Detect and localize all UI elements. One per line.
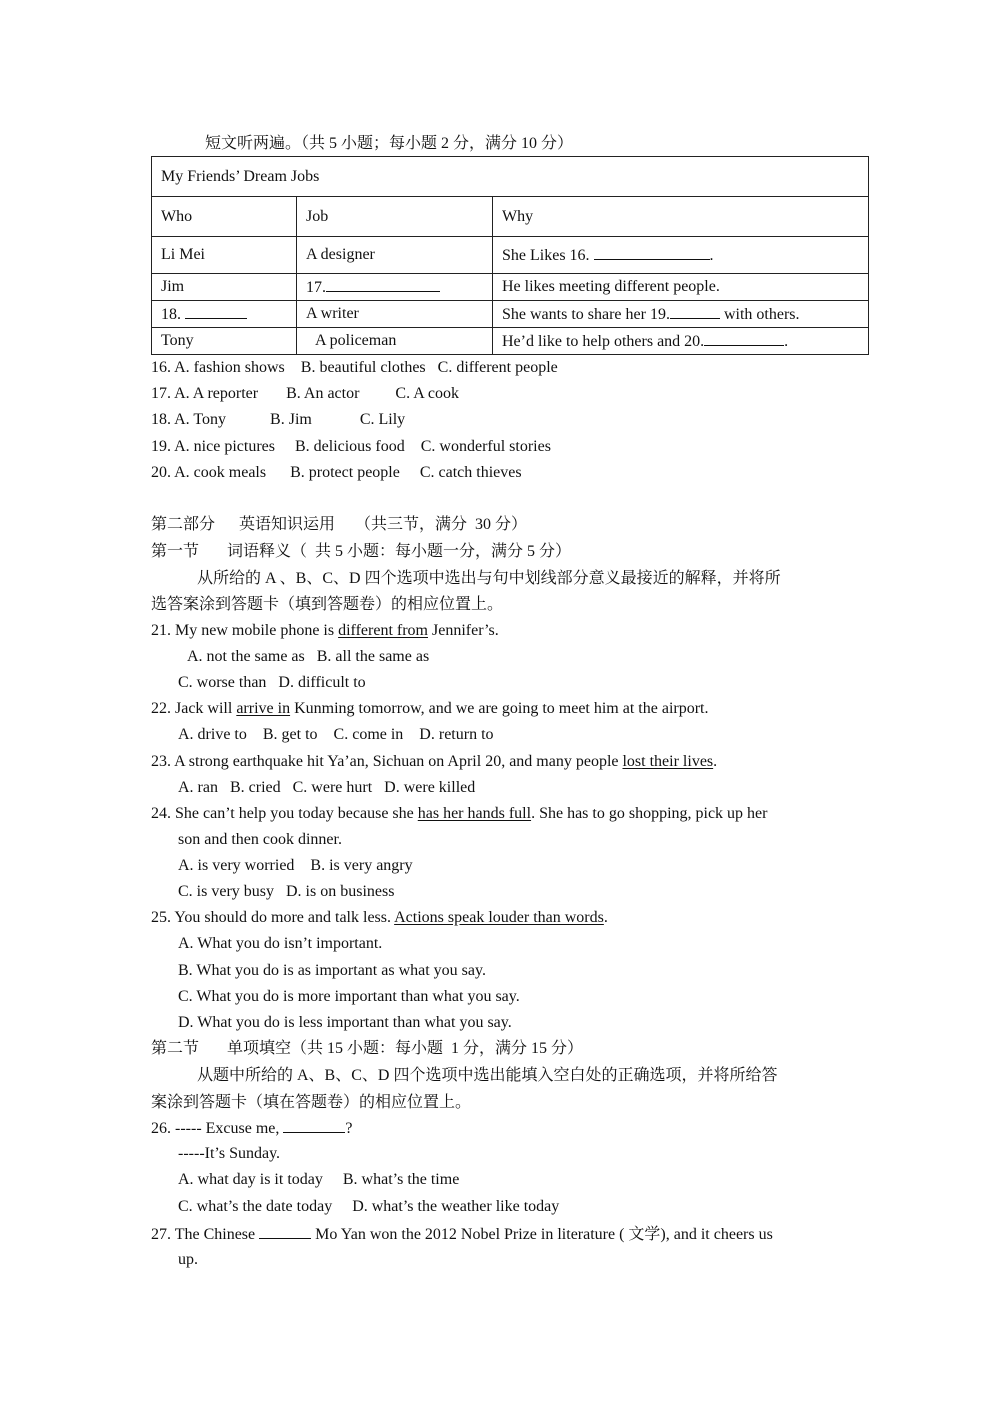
cell-job [297,274,493,301]
question-text: Kunming tomorrow, and we are going to meet him at the airport. [290,700,709,717]
section1-instructions: 从所给的 A 、B、C、D 四个选项中选出与句中划线部分意义最接近的解释，并将所 [197,570,781,587]
question-26-options-cd: C. what’s the date today D. what’s the weather like today [178,1198,560,1215]
question-26-options-ab: A. what day is it today B. what’s the time [178,1171,460,1188]
cell-who [152,301,297,328]
table-header-row [152,197,869,237]
table-row [152,274,869,301]
cell-who: Tony [152,328,297,355]
cell-job: A writer [297,301,493,328]
question-text: 22. Jack will [151,700,237,717]
cell-why [493,301,869,328]
cell-who: Li Mei [152,237,297,274]
question-25-option-c: C. What you do is more important than what you say. [178,988,520,1005]
question-27 [151,1224,773,1245]
question-text: Mo Yan won the 2012 Nobel Prize in literature ( 文学), and it cheers us [311,1226,773,1243]
cell-why [493,237,869,274]
table-title: My Friends’ Dream Jobs [152,157,869,197]
dream-jobs-table [151,156,869,355]
answer-blank-16[interactable] [594,245,710,260]
question-24-options-ab: A. is very worried B. is very angry [178,857,413,874]
table-title-row [152,157,869,197]
why-text: He’d like to help others and 20. [502,333,705,350]
question-text: ? [345,1120,353,1137]
question-text: 25. You should do more and talk less. [151,909,395,926]
question-24-continued: son and then cook dinner. [178,831,342,848]
question-text: . [713,753,718,770]
why-text: She wants to share her 19. [502,306,670,323]
why-tail: . [784,333,789,350]
question-16: 16. A. fashion shows B. beautiful clothes C. different people [151,359,558,376]
answer-blank-27[interactable] [259,1224,311,1239]
question-text: . [603,909,608,926]
answer-blank-26[interactable] [283,1118,345,1133]
question-25-option-d: D. What you do is less important than what you say. [178,1014,512,1031]
question-22-options: A. drive to B. get to C. come in D. return to [178,726,494,743]
question-25 [151,908,608,928]
question-23 [151,752,717,772]
question-text: 24. She can’t help you today because she [151,805,418,822]
why-text: She Likes 16. [502,247,594,264]
question-24-options-cd: C. is very busy D. is on business [178,883,395,900]
question-25-option-a: A. What you do isn’t important. [178,935,383,952]
cell-why: He likes meeting different people. [493,274,869,301]
cell-who: Jim [152,274,297,301]
underlined-phrase: different from [338,622,428,639]
table-row [152,328,869,355]
question-text: Jennifer’s. [427,622,499,639]
section2-instructions: 从题中所给的 A、B、C、D 四个选项中选出能填入空白处的正确选项，并将所给答 [197,1067,778,1084]
question-23-options: A. ran B. cried C. were hurt D. were killed [178,779,476,796]
why-tail: . [709,247,714,264]
cell-job: A policeman [297,328,493,355]
underlined-phrase: lost their lives [622,753,714,770]
section1-instructions-cont: 选答案涂到答题卡（填到答题卷）的相应位置上。 [151,596,504,613]
cell-job: A designer [297,237,493,274]
answer-blank-19[interactable] [670,304,720,319]
question-25-option-b: B. What you do is as important as what you say. [178,962,486,979]
question-18: 18. A. Tony B. Jim C. Lily [151,411,406,428]
question-21-options-cd: C. worse than D. difficult to [178,674,366,691]
answer-blank-18[interactable] [185,304,247,319]
answer-blank-20[interactable] [704,331,784,346]
section2-title: 第二节 单项填空（共 15 小题：每小题 1 分，满分 15 分） [151,1040,584,1057]
question-text: 21. My new mobile phone is [151,622,339,639]
question-26-reply: -----It’s Sunday. [178,1145,281,1162]
header-why: Why [493,197,869,237]
question-21-options-ab: A. not the same as B. all the same as [187,648,430,665]
question-27-continued: up. [178,1251,198,1268]
underlined-phrase: arrive in [236,700,291,717]
who-number: 18. [161,306,185,323]
section2-instructions-cont: 案涂到答题卡（填在答题卷）的相应位置上。 [151,1094,472,1111]
table-row [152,237,869,274]
listening-instructions: 短文听两遍。（共 5 小题；每小题 2 分，满分 10 分） [205,135,574,152]
question-text: 26. ----- Excuse me, [151,1120,284,1137]
question-19: 19. A. nice pictures B. delicious food C. wonderful stories [151,438,551,455]
question-20: 20. A. cook meals B. protect people C. catch thieves [151,464,522,481]
section1-title: 第一节 词语释义（ 共 5 小题：每小题一分，满分 5 分） [151,543,572,560]
question-text: 27. The Chinese [151,1226,260,1243]
header-job: Job [297,197,493,237]
question-text: 23. A strong earthquake hit Ya’an, Sichuan on April 20, and many people [151,753,623,770]
underlined-phrase: has her hands full [417,805,532,822]
table-row [152,301,869,328]
question-24 [151,804,767,824]
question-26 [151,1118,353,1139]
question-22 [151,699,709,719]
why-tail: with others. [719,306,800,323]
cell-why [493,328,869,355]
underlined-phrase: Actions speak louder than words [394,909,604,926]
question-17: 17. A. A reporter B. An actor C. A cook [151,385,459,402]
answer-blank-17[interactable] [326,277,440,292]
header-who: Who [152,197,297,237]
question-21 [151,621,499,641]
job-number: 17. [306,279,326,296]
part2-title: 第二部分 英语知识运用 （共三节，满分 30 分） [151,516,528,533]
question-text: . She has to go shopping, pick up her [531,805,768,822]
